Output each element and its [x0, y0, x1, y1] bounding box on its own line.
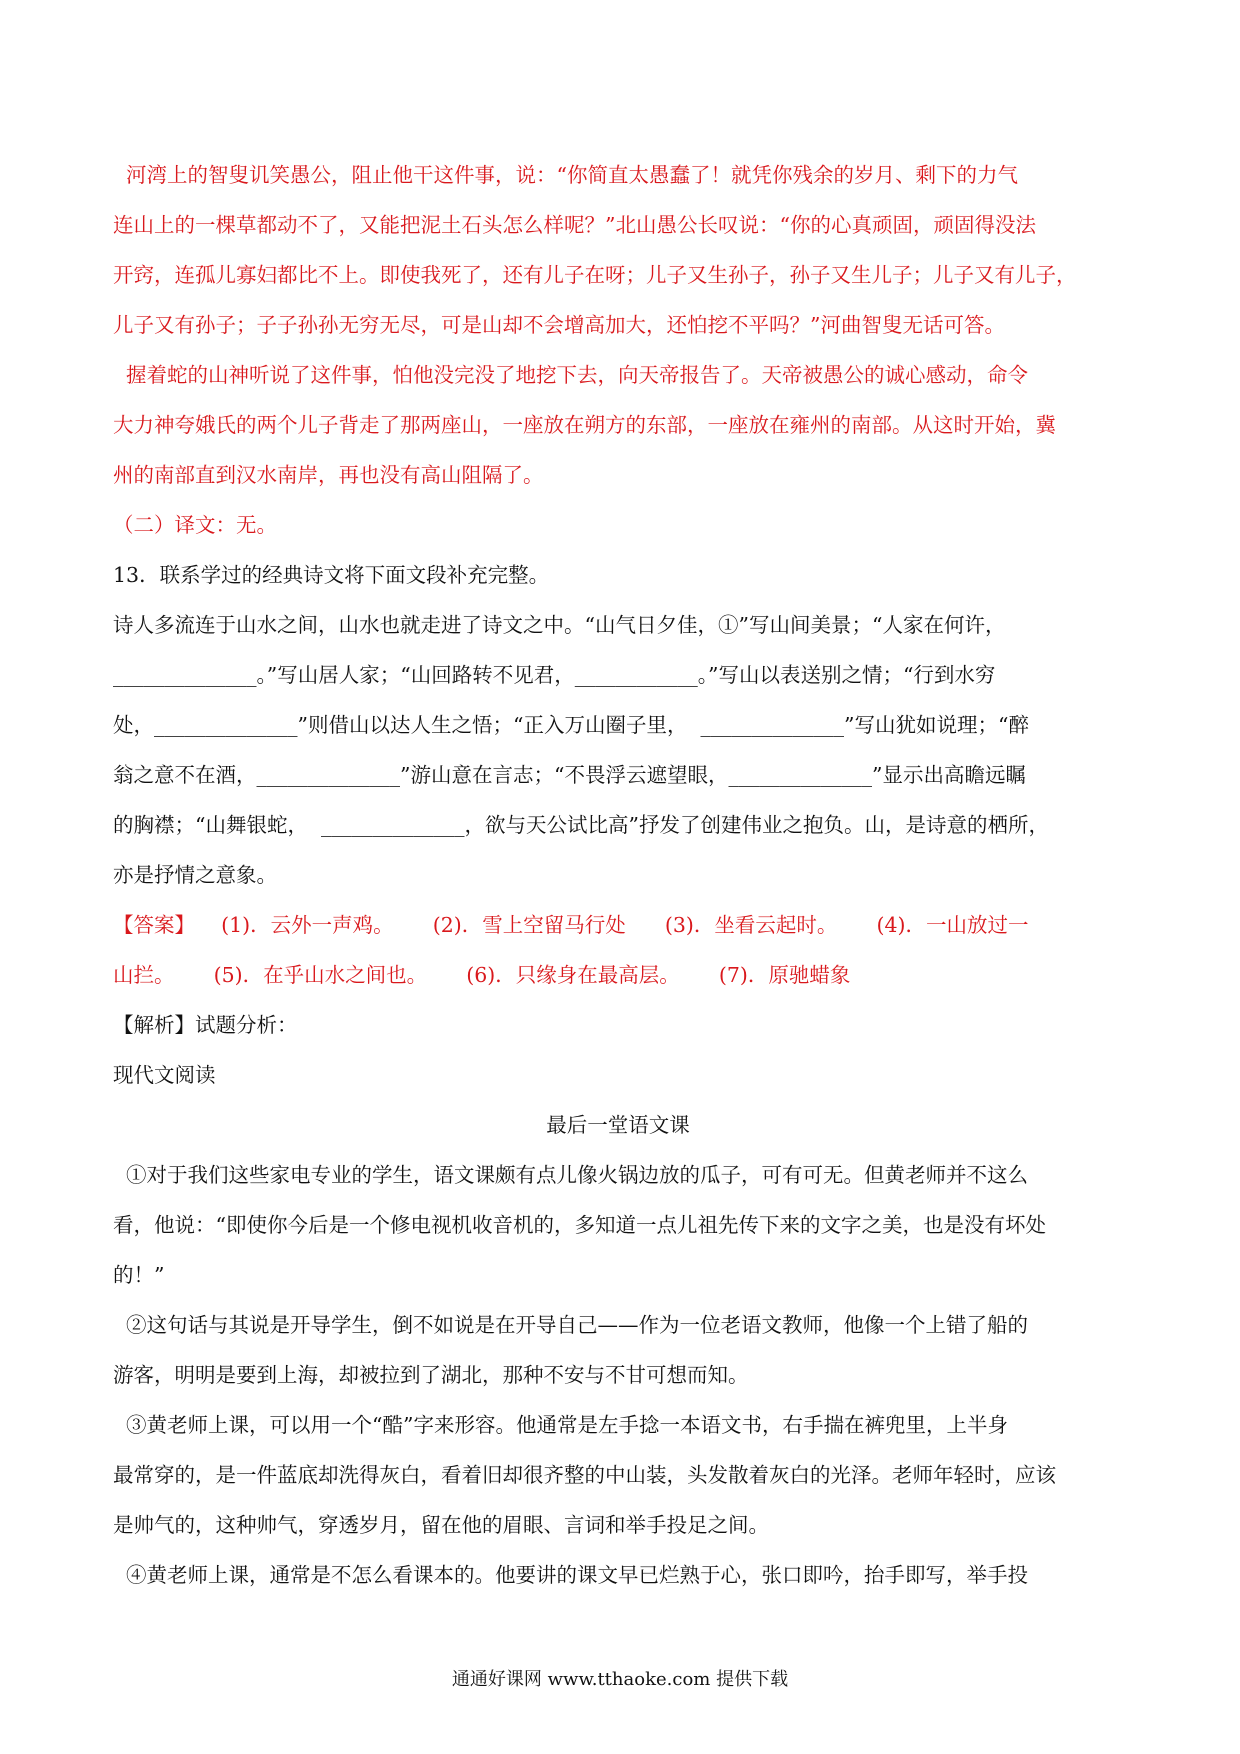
translation-line: 州的南部直到汉水南岸，再也没有高山阻隔了。	[113, 463, 544, 487]
translation-line: 大力神夸娥氏的两个儿子背走了那两座山，一座放在朔方的东部，一座放在雍州的南部。从这时开始，冀	[113, 413, 1056, 437]
translation-line: 连山上的一棵草都动不了，又能把泥土石头怎么样呢？”北山愚公长叹说：“你的心真顽固，顽固得没法	[113, 213, 1036, 237]
page-footer: 通通好课网 www.tthaoke.com 提供下载	[451, 1669, 789, 1690]
article-line: 最常穿的，是一件蓝底却洗得灰白，看着旧却很齐整的中山装，头发散着灰白的光泽。老师年轻时，应该	[113, 1463, 1056, 1487]
page-content	[113, 150, 1123, 1600]
article-line: 的！”	[113, 1263, 165, 1287]
article-line: ②这句话与其说是开导学生，倒不如说是在开导自己——作为一位老语文教师，他像一个上错了船的	[113, 1313, 1029, 1337]
question-line: 的胸襟；“山舞银蛇， ______________，欲与天公试比高”抒发了创建伟业之抱负。山，是诗意的栖所，	[113, 813, 1049, 837]
article-line: 是帅气的，这种帅气，穿透岁月，留在他的眉眼、言词和举手投足之间。	[113, 1513, 769, 1537]
translation-line: 儿子又有孙子；子子孙孙无穷无尽，可是山却不会增高加大，还怕挖不平吗？”河曲智叟无话可答。	[113, 313, 1005, 337]
question-title: 13．联系学过的经典诗文将下面文段补充完整。	[113, 563, 550, 587]
translation-line: 握着蛇的山神听说了这件事，怕他没完没了地挖下去，向天帝报告了。天帝被愚公的诚心感动，命令	[113, 363, 1029, 387]
translation-line: 河湾上的智叟讥笑愚公，阻止他干这件事，说：“你简直太愚蠢了！就凭你残余的岁月、剩下的力气	[113, 163, 1019, 187]
article-title: 最后一堂语文课	[546, 1113, 690, 1137]
answer-line: 山拦。 (5)．在乎山水之间也。 (6)．只缘身在最高层。 (7)．原驰蜡象	[113, 963, 851, 987]
translation-paragraph	[113, 150, 1123, 550]
article-line: 看，他说：“即使你今后是一个修电视机收音机的，多知道一点儿祖先传下来的文字之美，也是没有坏处	[113, 1213, 1046, 1237]
question-line: 亦是抒情之意象。	[113, 863, 277, 887]
translation-line: 开窍，连孤儿寡妇都比不上。即使我死了，还有儿子在呀；儿子又生孙子，孙子又生儿子；儿子又有儿子，	[113, 263, 1077, 287]
question-line: ______________。”写山居人家；“山回路转不见君，____________。”写山以表送别之情；“行到水穷	[113, 663, 996, 687]
reading-section	[113, 1050, 1123, 1600]
answer-block	[113, 900, 1123, 1000]
question-13	[113, 550, 1123, 900]
article-line: ④黄老师上课，通常是不怎么看课本的。他要讲的课文早已烂熟于心，张口即吟，抬手即写，举手投	[113, 1563, 1029, 1587]
translation-line: （二）译文：无。	[113, 513, 277, 537]
article-line: ③黄老师上课，可以用一个“酷”字来形容。他通常是左手捻一本语文书，右手揣在裤兜里，上半身	[113, 1413, 1008, 1437]
question-line: 处，______________”则借山以达人生之悟；“正入万山圈子里， ______________”写山犹如说理；“醉	[113, 713, 1029, 737]
article-line: ①对于我们这些家电专业的学生，语文课颇有点儿像火锅边放的瓜子，可有可无。但黄老师并不这么	[113, 1163, 1029, 1187]
question-line: 翁之意不在酒，______________”游山意在言志；“不畏浮云遮望眼，______________”显示出高瞻远瞩	[113, 763, 1026, 787]
section-label: 现代文阅读	[113, 1063, 216, 1087]
answer-line: 【答案】 (1)．云外一声鸡。 (2)．雪上空留马行处 (3)．坐看云起时。 (4)．一山放过一	[113, 913, 1029, 937]
article-line: 游客，明明是要到上海，却被拉到了湖北，那种不安与不甘可想而知。	[113, 1363, 749, 1387]
analysis-label: 【解析】试题分析：	[113, 1013, 298, 1037]
question-line: 诗人多流连于山水之间，山水也就走进了诗文之中。“山气日夕佳，①”写山间美景；“人家在何许，	[113, 613, 1006, 637]
